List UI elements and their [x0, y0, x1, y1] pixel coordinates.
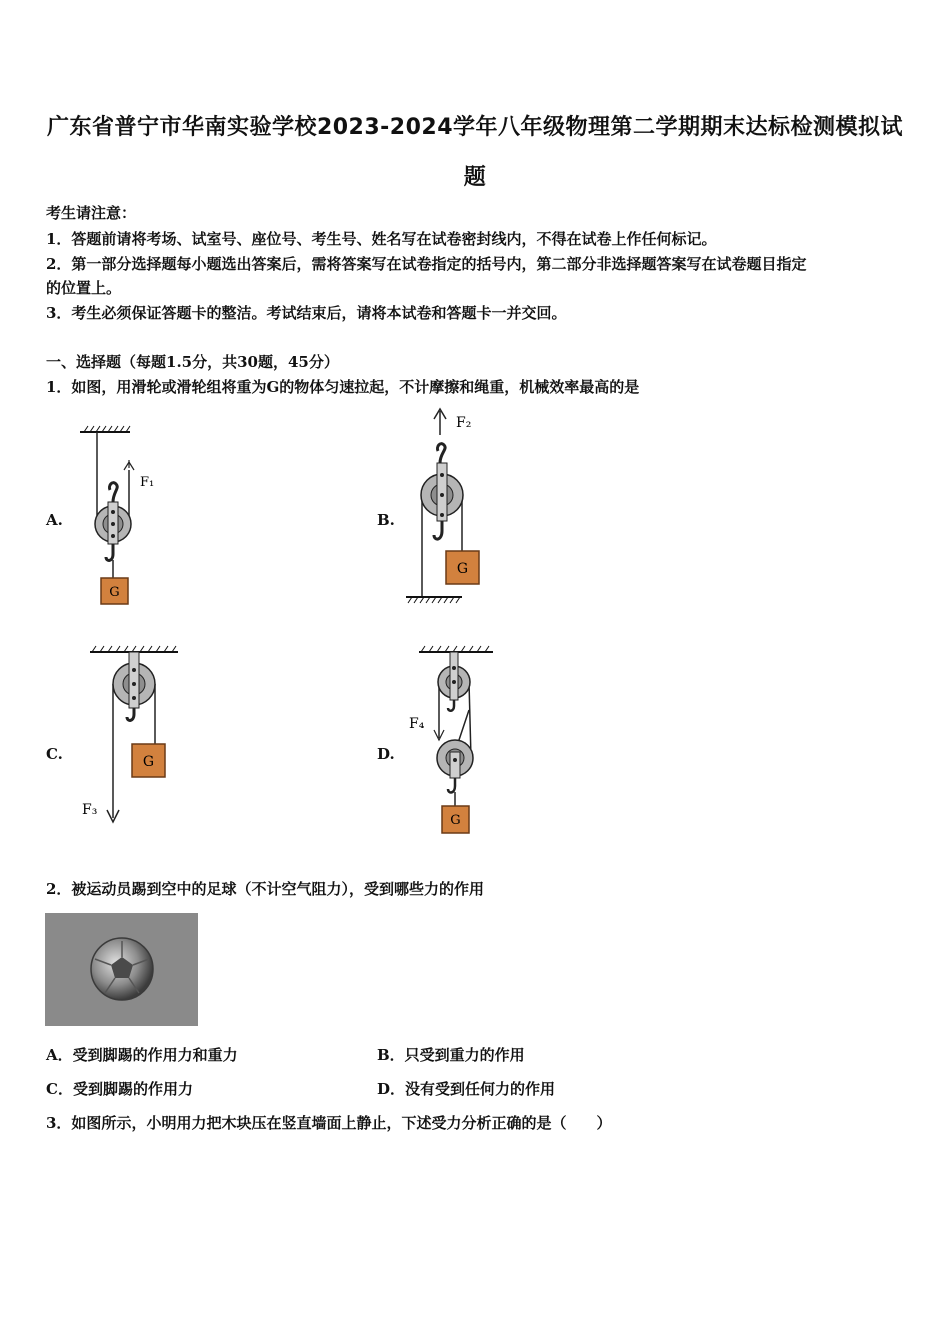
- soccer-ball-image: [45, 913, 198, 1026]
- question-1: 1．如图，用滑轮或滑轮组将重为G的物体匀速拉起，不计摩擦和绳重，机械效率最高的是: [46, 378, 640, 396]
- pulley-figure-d: [405, 640, 515, 840]
- pulley-figure-c: [70, 640, 190, 830]
- question-2: 2．被运动员踢到空中的足球（不计空气阻力），受到哪些力的作用: [46, 880, 484, 898]
- notice-item-2: 2．第一部分选择题每小题选出答案后，需将答案写在试卷指定的括号内，第二部分非选择题答案写在试卷题目指定: [46, 255, 807, 273]
- question-3: 3．如图所示，小明用力把木块压在竖直墙面上静止，下述受力分析正确的是（ ）: [46, 1114, 612, 1132]
- q2-option-c: C．受到脚踢的作用力: [46, 1080, 193, 1098]
- pulley-figure-b: [400, 405, 510, 605]
- force-label-f4: F₄: [409, 716, 425, 732]
- ceiling-hatch: [90, 646, 178, 652]
- force-label-f3: F₃: [82, 802, 98, 818]
- q2-option-b: B．只受到重力的作用: [377, 1046, 525, 1064]
- page-title-continued: 题: [463, 165, 487, 190]
- notice-item-2-cont: 的位置上。: [46, 279, 122, 297]
- q1-option-a-label: A.: [46, 511, 63, 529]
- q1-option-b-label: B.: [377, 511, 395, 529]
- q1-option-c-label: C.: [46, 745, 63, 763]
- pulley-figure-a: [70, 420, 170, 615]
- page-title: 广东省普宁市华南实验学校2023-2024学年八年级物理第二学期期末达标检测模拟试: [46, 115, 904, 140]
- notice-item-1: 1．答题前请将考场、试室号、座位号、考生号、姓名写在试卷密封线内，不得在试卷上作任何标记。: [46, 230, 717, 248]
- weight-label-b: G: [456, 561, 469, 577]
- weight-label-d: G: [450, 813, 461, 828]
- q2-option-a: A．受到脚踢的作用力和重力: [46, 1046, 238, 1064]
- force-label-f1: F₁: [140, 475, 155, 490]
- ceiling-hatch: [419, 646, 493, 652]
- ceiling-hatch: [80, 426, 130, 432]
- floor-hatch: [406, 597, 462, 603]
- section-heading: 一、选择题（每题1.5分，共30题，45分）: [46, 353, 339, 371]
- notice-item-3: 3．考生必须保证答题卡的整洁。考试结束后，请将本试卷和答题卡一并交回。: [46, 304, 567, 322]
- q2-option-d: D．没有受到任何力的作用: [377, 1080, 556, 1098]
- notice-heading: 考生请注意：: [46, 204, 137, 222]
- q1-option-d-label: D.: [377, 745, 395, 763]
- force-label-f2: F₂: [456, 415, 472, 431]
- weight-label-a: G: [109, 585, 120, 600]
- weight-label-c: G: [142, 754, 155, 770]
